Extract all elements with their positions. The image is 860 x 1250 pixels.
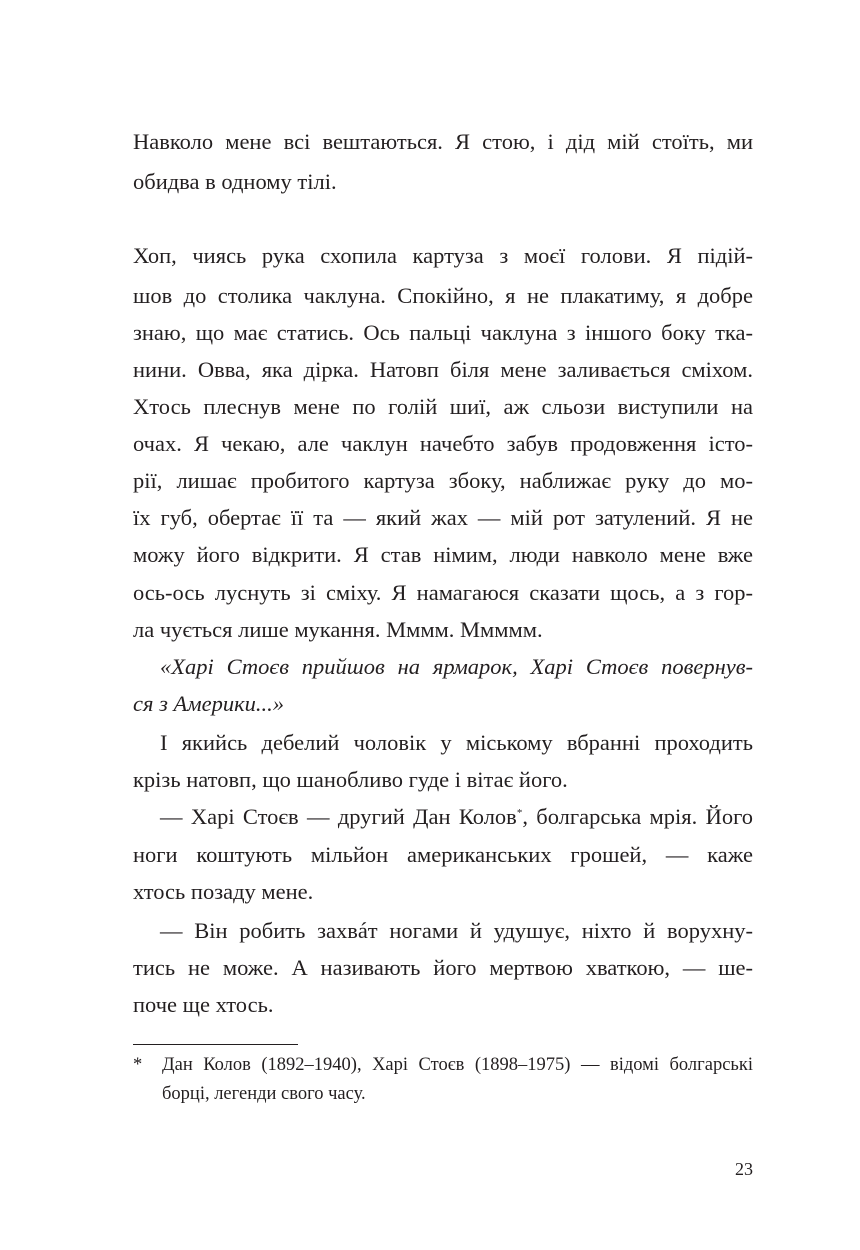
footnote-line-2: борці, легенди свого часу.: [162, 1084, 366, 1104]
paragraph-2-line-4: нини. Овва, яка дірка. Натовп біля мене заливається сміхом.: [133, 357, 753, 382]
paragraph-5-line-3: поче ще хтось.: [133, 992, 274, 1017]
paragraph-2-line-2: шов до столика чаклуна. Спокійно, я не плакатиму, я добре: [133, 283, 753, 308]
paragraph-1-line-2: обидва в одному тілі.: [133, 169, 337, 194]
paragraph-2-line-9: можу його відкрити. Я став німим, люди навколо мене вже: [133, 542, 753, 567]
quote-line-1: «Харі Стоєв прийшов на ярмарок, Харі Стоєв повернув-: [160, 654, 753, 679]
paragraph-4-text-after-mark: , болгарська мрія. Його: [522, 804, 753, 829]
footnote-mark: *: [133, 1055, 143, 1075]
paragraph-3-line-1: І якийсь дебелий чоловік у міському вбранні проходить: [160, 730, 753, 755]
quote-line-2: ся з Америки...»: [133, 691, 284, 716]
page-number: 23: [735, 1159, 753, 1179]
paragraph-2-line-6: очах. Я чекаю, але чаклун начебто забув продовження істо-: [133, 431, 753, 456]
paragraph-2-line-1: Хоп, чиясь рука схопила картуза з моєї голови. Я підій-: [133, 243, 753, 268]
paragraph-2-line-7: рії, лишає пробитого картуза збоку, наближає руку до мо-: [133, 468, 753, 493]
paragraph-3-line-2: крізь натовп, що шанобливо гуде і вітає його.: [133, 767, 568, 792]
paragraph-2-line-11: ла чується лише мукання. Мммм. Ммммм.: [133, 617, 543, 642]
paragraph-4-text-before-mark: — Харі Стоєв — другий Дан Колов: [160, 804, 517, 829]
paragraph-2-line-3: знаю, що має статись. Ось пальці чаклуна з іншого боку тка-: [133, 320, 753, 345]
paragraph-1-line-1: Навколо мене всі вештаються. Я стою, і дід мій стоїть, ми: [133, 129, 753, 154]
paragraph-4-line-2: ноги коштують мільйон американських грошей, — каже: [133, 842, 753, 867]
paragraph-4-line-1: [160, 802, 753, 832]
paragraph-5-line-1: — Він робить захвáт ногами й удушує, ніхто й ворухну-: [160, 918, 753, 943]
footnote-reference-mark: *: [516, 807, 523, 819]
paragraph-5-line-2: тись не може. А називають його мертвою хваткою, — ше-: [133, 955, 753, 980]
paragraph-2-line-10: ось-ось луснуть зі сміху. Я намагаюся сказати щось, а з гор-: [133, 580, 753, 605]
paragraph-2-line-5: Хтось плеснув мене по голій шиї, аж сльози виступили на: [133, 394, 753, 419]
paragraph-4-line-3: хтось позаду мене.: [133, 879, 314, 904]
footnote-divider: [133, 1044, 298, 1045]
paragraph-2-line-8: їх губ, обертає її та — який жах — мій рот затулений. Я не: [133, 505, 753, 530]
footnote-line-1: Дан Колов (1892–1940), Харі Стоєв (1898–1975) — відомі болгарські: [162, 1055, 753, 1075]
